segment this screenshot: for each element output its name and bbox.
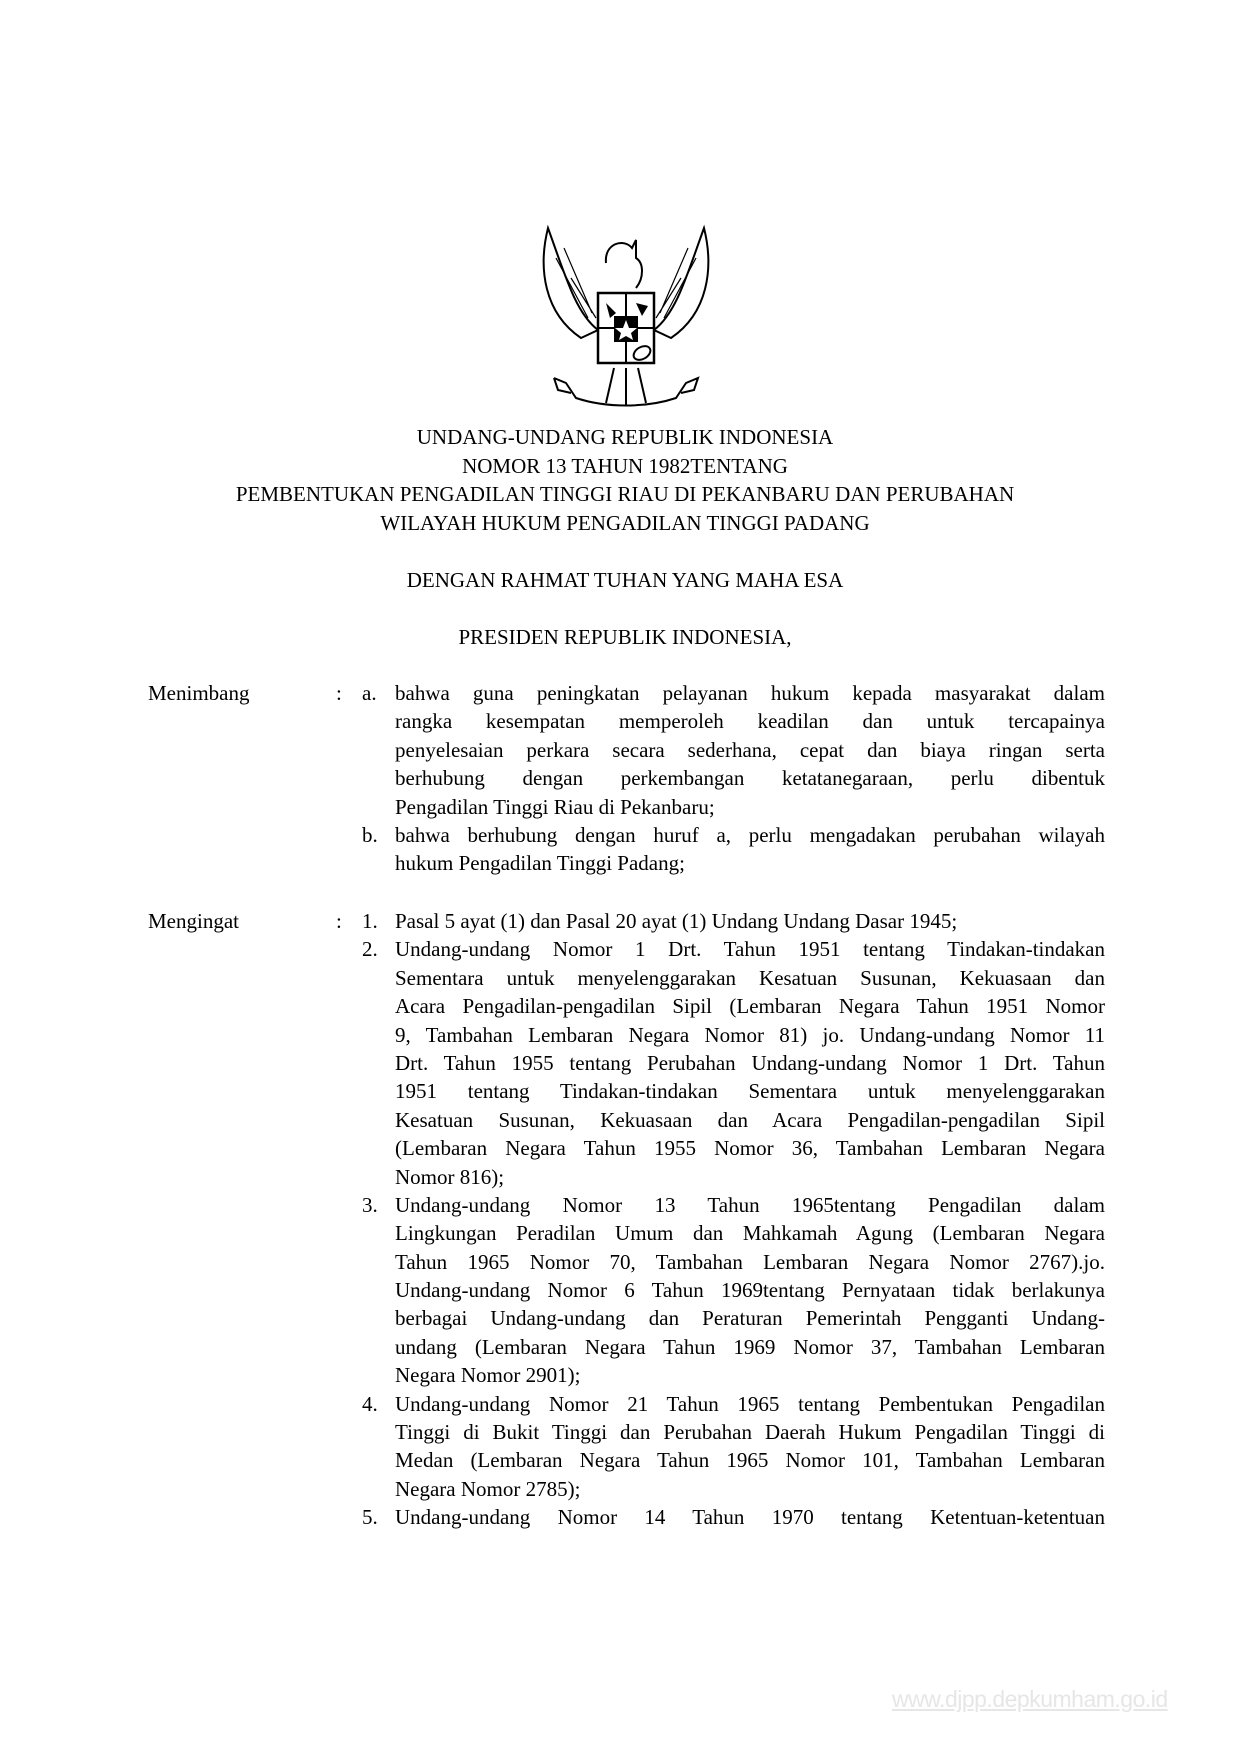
text-line: Undang-undang Nomor 1 Drt. Tahun 1951 tentang Tindakan-tindakan [395,937,1105,962]
text-line: 1951 tentang Tindakan-tindakan Sementara untuk menyelenggarakan [395,1079,1105,1104]
text-line: Undang-undang Nomor 14 Tahun 1970 tentang Ketentuan-ketentuan [395,1505,1105,1530]
text-line: (Lembaran Negara Tahun 1955 Nomor 36, Tambahan Lembaran Negara [395,1136,1105,1161]
text-line: Pengadilan Tinggi Riau di Pekanbaru; [395,794,715,819]
text-line: Kesatuan Susunan, Kekuasaan dan Acara Pengadilan-pengadilan Sipil [395,1107,1105,1132]
mengingat-section [0,907,1240,1532]
text-line: Drt. Tahun 1955 tentang Perubahan Undang-undang Nomor 1 Drt. Tahun [395,1050,1105,1075]
text-line: berbagai Undang-undang dan Peraturan Pemerintah Pengganti Undang- [395,1306,1105,1331]
text-line: Acara Pengadilan-pengadilan Sipil (Lembaran Negara Tahun 1951 Nomor [395,994,1105,1019]
text-line: Undang-undang Nomor 13 Tahun 1965tentang Pengadilan dalam [395,1192,1105,1217]
text-line: Tahun 1965 Nomor 70, Tambahan Lembaran Negara Nomor 2767).jo. [395,1249,1105,1274]
document-title [0,423,1240,537]
title-line: WILAYAH HUKUM PENGADILAN TINGGI PADANG [380,510,870,535]
section-label: Menimbang [148,681,250,705]
title-line: NOMOR 13 TAHUN 1982TENTANG [462,453,788,478]
list-item [0,907,1240,935]
text-line: Pasal 5 ayat (1) dan Pasal 20 ayat (1) Undang Undang Dasar 1945; [395,909,958,933]
list-item [0,1390,1240,1504]
text-line: Tinggi di Bukit Tinggi dan Perubahan Daerah Hukum Pengadilan Tinggi di [395,1420,1105,1445]
text-line: berhubung dengan perkembangan ketatanegaraan, perlu dibentuk [395,766,1105,791]
text-line: Undang-undang Nomor 21 Tahun 1965 tentang Pembentukan Pengadilan [395,1391,1105,1416]
list-item [0,935,1240,1191]
title-line: PEMBENTUKAN PENGADILAN TINGGI RIAU DI PEKANBARU DAN PERUBAHAN [235,482,1015,506]
list-marker: 1. [362,909,378,933]
text-line: 9, Tambahan Lembaran Negara Nomor 81) jo. Undang-undang Nomor 11 [395,1022,1105,1047]
text-line: hukum Pengadilan Tinggi Padang; [395,851,685,876]
invocation: DENGAN RAHMAT TUHAN YANG MAHA ESA [406,568,844,592]
list-marker: 2. [362,937,378,962]
list-marker: 3. [362,1192,378,1217]
list-item [0,821,1240,878]
list-marker: b. [362,822,378,847]
text-line: Negara Nomor 2785); [395,1476,581,1501]
section-colon: : [336,909,342,933]
text-line: bahwa berhubung dengan huruf a, perlu mengadakan perubahan wilayah [395,822,1105,847]
text-line: bahwa guna peningkatan pelayanan hukum kepada masyarakat dalam [395,681,1105,705]
text-line: Negara Nomor 2901); [395,1363,581,1388]
list-item [0,1191,1240,1390]
menimbang-section [0,679,1240,878]
text-line: Nomor 816); [395,1164,505,1189]
text-line: Medan (Lembaran Negara Tahun 1965 Nomor 101, Tambahan Lembaran [395,1448,1105,1473]
text-line: rangka kesempatan memperoleh keadilan dan untuk tercapainya [395,709,1105,734]
list-marker: a. [362,681,377,705]
watermark-link[interactable]: www.djpp.depkumham.go.id [892,1686,1168,1712]
list-item [0,1503,1240,1531]
text-line: Undang-undang Nomor 6 Tahun 1969tentang Pernyataan tidak berlakunya [395,1278,1105,1303]
list-marker: 5. [362,1505,378,1530]
text-line: Lingkungan Peradilan Umum dan Mahkamah Agung (Lembaran Negara [395,1221,1105,1246]
title-line: UNDANG-UNDANG REPUBLIK INDONESIA [416,425,834,449]
text-line: Sementara untuk menyelenggarakan Kesatuan Susunan, Kekuasaan dan [395,965,1105,990]
list-item [0,679,1240,821]
section-label: Mengingat [148,909,239,933]
text-line: undang (Lembaran Negara Tahun 1969 Nomor 37, Tambahan Lembaran [395,1334,1105,1359]
issuer: PRESIDEN REPUBLIK INDONESIA, [458,625,792,649]
text-line: penyelesaian perkara secara sederhana, cepat dan biaya ringan serta [395,737,1105,762]
section-colon: : [336,681,342,705]
garuda-pancasila-emblem [536,218,716,418]
list-marker: 4. [362,1391,378,1416]
